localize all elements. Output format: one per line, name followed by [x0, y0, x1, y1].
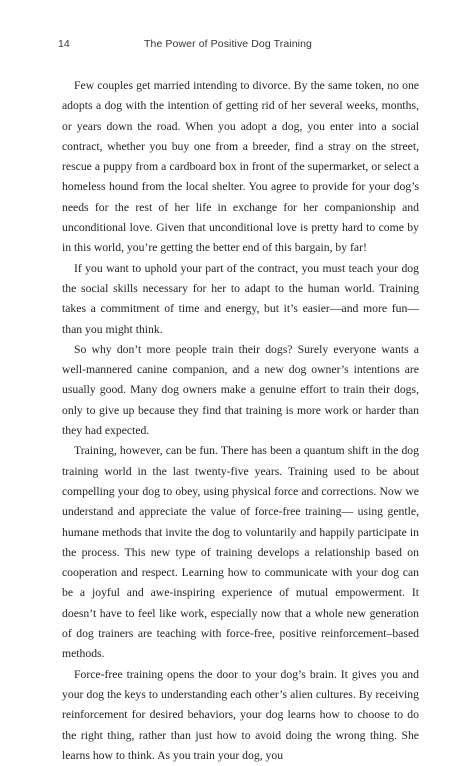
paragraph: If you want to uphold your part of the contract, you must teach your dog the social skills necessary for her to adapt to the human world. Training takes a commitment of time and energy, but it’s easier—and more fun—than you might think.: [62, 261, 419, 336]
paragraph: Few couples get married intending to divorce. By the same token, no one adopts a dog with the intention of getting rid of her several weeks, months, or years down the road. When you adopt a dog, you enter into a social contract, whether you buy one from a breeder, find a stray on the street, rescue a puppy from a cardboard box in front of the supermarket, or select a homeless hound from the local shelter. You agree to provide for your dog’s needs for the rest of her life in exchange for her companionship and unconditional love. Given that unconditional love is pretty hard to come by in this world, you’re getting the better end of this bargain, by far!: [62, 79, 419, 255]
paragraph: Training, however, can be fun. There has been a quantum shift in the dog training world in the last twenty-five years. Training used to be about compelling your dog to obey, using physical force and corrections. Now we understand and appreciate the value of force-free training— using gentle, humane methods that invite the dog to voluntarily and happily participate in the process. This new type of training develops a relationship based on cooperation and respect. Learning how to communicate with your dog can be a joyful and awe-inspiring experience of mutual empowerment. It doesn’t have to feel like work, especially now that a whole new generation of dog trainers are teaching with force-free, positive reinforcement–based methods.: [62, 444, 419, 661]
paragraph: So why don’t more people train their dogs? Surely everyone wants a well-mannered canine companion, and a new dog owner’s intentions are usually good. Many dog owners make a genuine effort to train their dogs, only to give up because they find that training is more work or harder than they had expected.: [62, 342, 419, 438]
paragraph: Force-free training opens the door to your dog’s brain. It gives you and your dog the keys to understanding each other’s alien cultures. By receiving reinforcement for desired behaviors, your dog learns how to choose to do the right thing, rather than just how to avoid doing the wrong thing. She learns how to think. As you train your dog, you: [62, 667, 419, 762]
body-text: [62, 76, 419, 766]
running-head: [58, 38, 418, 52]
running-title: The Power of Positive Dog Training: [144, 38, 312, 50]
page-number: 14: [58, 38, 70, 50]
